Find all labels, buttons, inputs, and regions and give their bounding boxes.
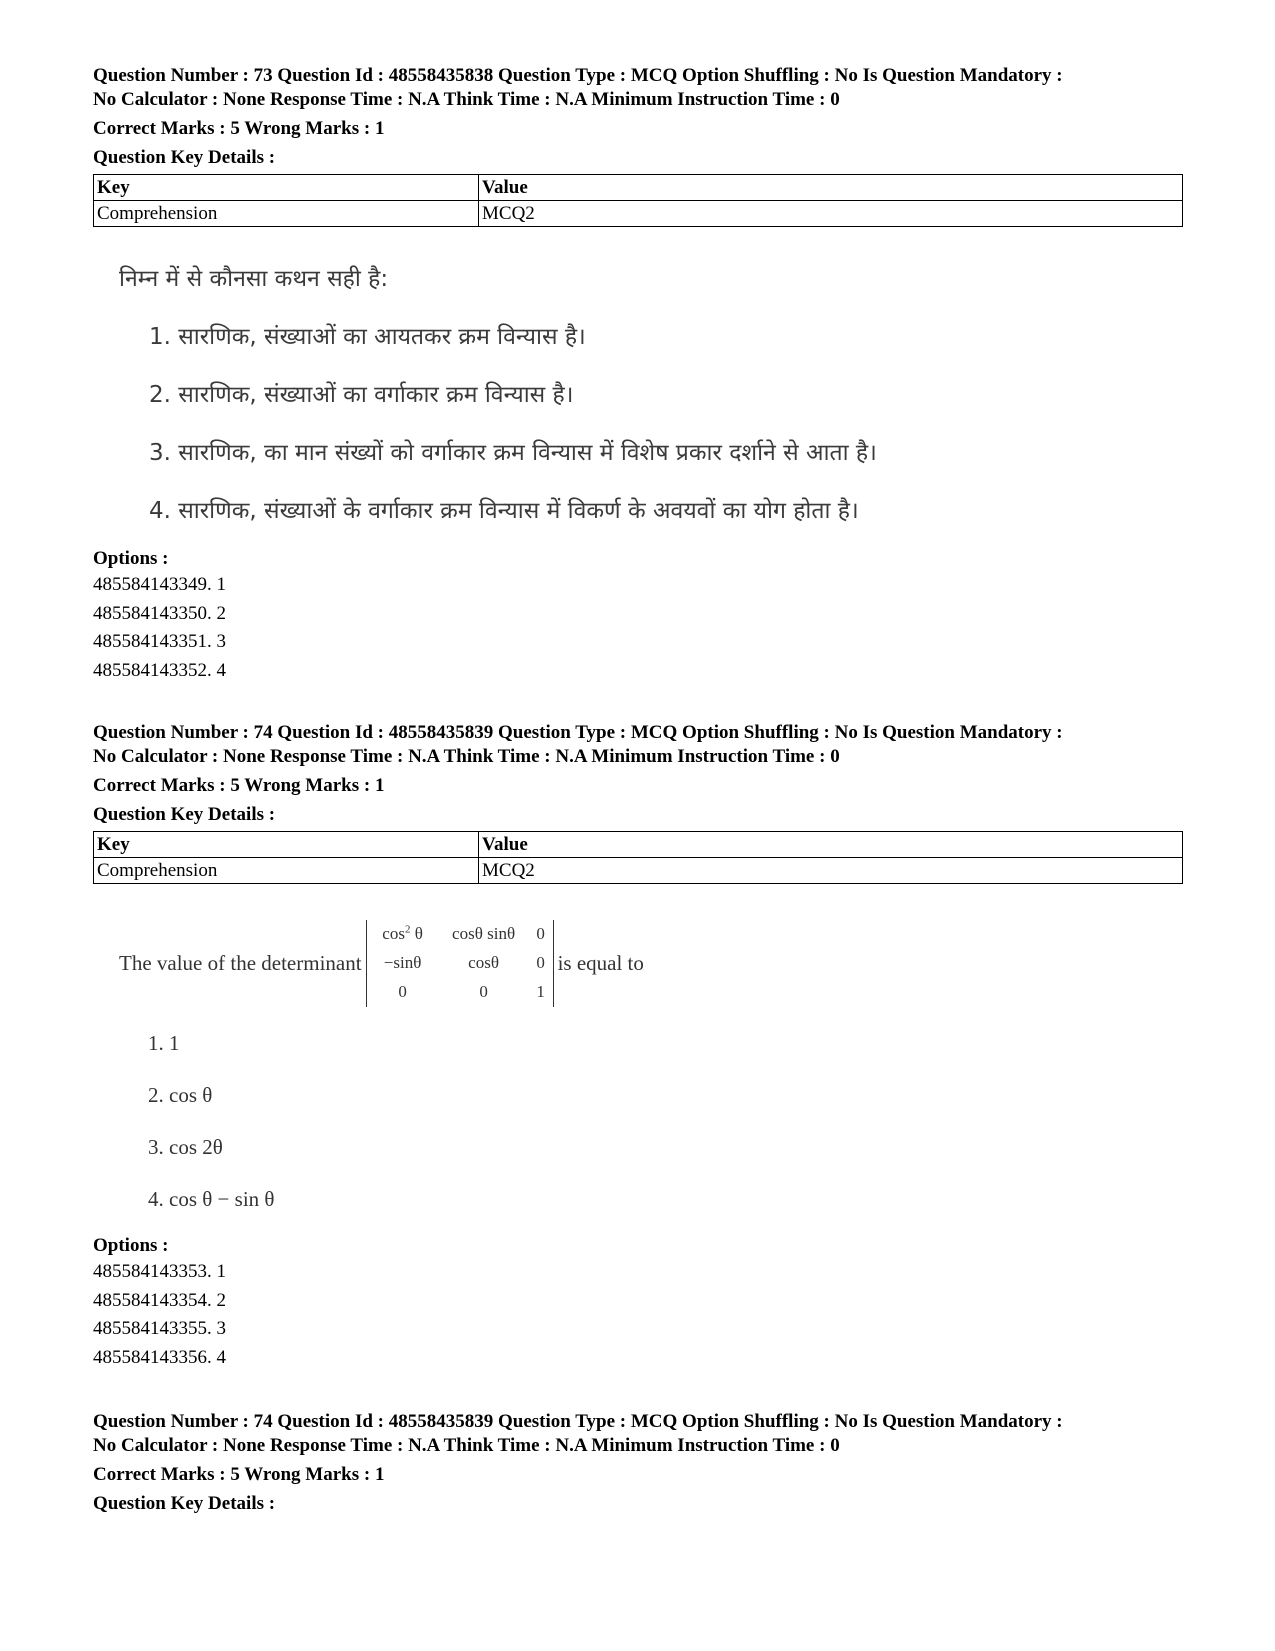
options-label: Options :	[93, 1235, 169, 1256]
cell-value: MCQ2	[479, 858, 1183, 884]
marks-line: Correct Marks : 5 Wrong Marks : 1	[93, 1464, 385, 1485]
question-meta-line-2: No Calculator : None Response Time : N.A Think Time : N.A Minimum Instruction Time : 0	[93, 1435, 840, 1456]
cell-value: MCQ2	[479, 201, 1183, 227]
question-prefix: The value of the determinant	[119, 950, 362, 975]
document-page	[93, 64, 1183, 1516]
matrix-cell: 1	[536, 982, 545, 1001]
matrix-cell: cosθ sinθ	[452, 924, 516, 943]
matrix-cell: 0	[479, 982, 488, 1001]
key-details-label: Question Key Details :	[93, 804, 276, 825]
matrix-cell: 0	[536, 924, 545, 943]
option-item: 485584143350. 2	[93, 602, 226, 624]
question-choice-1: 1. 1	[148, 1031, 180, 1055]
header-value: Value	[479, 832, 1183, 858]
question-73-meta	[93, 64, 1183, 112]
question-74-meta	[93, 721, 1183, 769]
options-list	[93, 1258, 1183, 1372]
matrix-cell: $\cos^2 \theta$	[382, 923, 423, 943]
key-details-table	[93, 174, 1183, 227]
determinant-question	[119, 918, 1183, 1008]
question-suffix: is equal to	[557, 950, 644, 975]
header-value: Value	[479, 175, 1183, 201]
table-header-row	[94, 832, 1183, 858]
question-choice-2: 2. सारणिक, संख्याओं का वर्गाकार क्रम विन्यास है।	[149, 382, 574, 408]
table-header-row	[94, 175, 1183, 201]
marks-line: Correct Marks : 5 Wrong Marks : 1	[93, 775, 385, 796]
question-74-repeat-meta	[93, 1410, 1183, 1458]
option-item: 485584143355. 3	[93, 1318, 226, 1339]
question-choice-3: 3. सारणिक, का मान संख्यों को वर्गाकार क्रम विन्यास में विशेष प्रकार दर्शाने से आता है।	[149, 440, 877, 466]
question-choice-4: 4. सारणिक, संख्याओं के वर्गाकार क्रम विन्यास में विकर्ण के अवयवों का योग होता है।	[149, 498, 859, 524]
header-key: Key	[94, 832, 479, 858]
option-item: 485584143356. 4	[93, 1346, 226, 1368]
key-details-table	[93, 831, 1183, 884]
options-list	[93, 571, 1183, 685]
option-item: 485584143354. 2	[93, 1289, 226, 1311]
question-choice-3: 3. cos 2θ	[148, 1135, 223, 1159]
question-meta-line-2: No Calculator : None Response Time : N.A Think Time : N.A Minimum Instruction Time : 0	[93, 89, 840, 110]
matrix-cell: cosθ	[468, 953, 499, 972]
table-row	[94, 201, 1183, 227]
matrix-cell: 0	[398, 982, 407, 1001]
option-item: 485584143351. 3	[93, 631, 226, 652]
question-meta-line-1: Question Number : 74 Question Id : 48558435839 Question Type : MCQ Option Shuffling : No Is Question Mandatory :	[93, 1411, 1063, 1432]
marks-line: Correct Marks : 5 Wrong Marks : 1	[93, 118, 385, 139]
option-item: 485584143349. 1	[93, 574, 226, 595]
question-choice-1: 1. सारणिक, संख्याओं का आयतकर क्रम विन्यास है।	[149, 324, 586, 350]
option-item: 485584143352. 4	[93, 659, 226, 681]
key-details-label: Question Key Details :	[93, 147, 276, 168]
question-choice-2: 2. cos θ	[148, 1083, 213, 1107]
question-meta-line-2: No Calculator : None Response Time : N.A Think Time : N.A Minimum Instruction Time : 0	[93, 746, 840, 767]
header-key: Key	[94, 175, 479, 201]
cell-key: Comprehension	[94, 201, 479, 227]
question-74-body	[119, 918, 1183, 1212]
determinant-matrix	[366, 920, 554, 1007]
matrix-cell: 0	[536, 953, 545, 972]
option-item: 485584143353. 1	[93, 1261, 226, 1282]
table-row	[94, 858, 1183, 884]
question-meta-line-1: Question Number : 74 Question Id : 48558435839 Question Type : MCQ Option Shuffling : No Is Question Mandatory :	[93, 722, 1063, 743]
question-meta-line-1: Question Number : 73 Question Id : 48558435838 Question Type : MCQ Option Shuffling : No Is Question Mandatory :	[93, 65, 1063, 86]
question-choice-4: 4. cos θ − sin θ	[148, 1187, 275, 1211]
matrix-cell: −sinθ	[383, 953, 422, 972]
question-stem: निम्न में से कौनसा कथन सही है:	[119, 266, 389, 292]
question-73-body	[119, 261, 1183, 529]
options-label: Options :	[93, 548, 169, 569]
key-details-label: Question Key Details :	[93, 1493, 276, 1514]
cell-key: Comprehension	[94, 858, 479, 884]
